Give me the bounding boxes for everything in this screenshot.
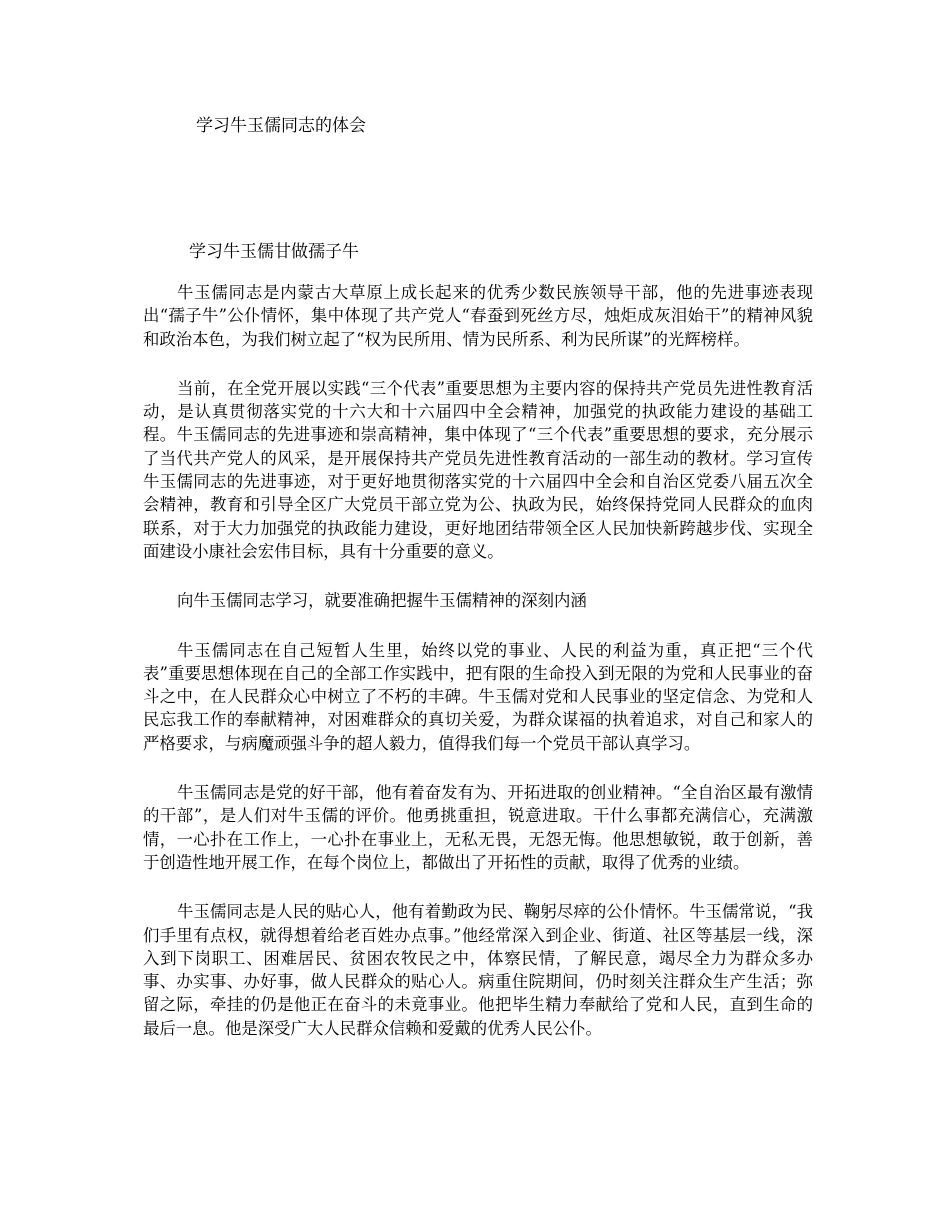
paragraph: 牛玉儒同志是内蒙古大草原上成长起来的优秀少数民族领导干部，他的先进事迹表现出“孺子牛”公仆情怀，集中体现了共产党人“春蚕到死丝方尽，烛炬成灰泪始干”的精神风貌和政治本色，为我们树立起了“权为民所用、情为民所系、利为民所谋”的光辉榜样。 — [143, 283, 813, 349]
document-subtitle: 学习牛玉儒甘做孺子牛 — [189, 242, 359, 262]
paragraph: 牛玉儒同志是党的好干部，他有着奋发有为、开拓进取的创业精神。“全自治区最有激情的干部”，是人们对牛玉儒的评价。他勇挑重担，锐意进取。干什么事都充满信心，充满激情，一心扑在工作上，一心扑在事业上，无私无畏，无怨无悔。他思想敏锐，敢于创新，善于创造性地开展工作，在每个岗位上，都做出了开拓性的贡献，取得了优秀的业绩。 — [143, 783, 813, 872]
paragraph: 当前，在全党开展以实践“三个代表”重要思想为主要内容的保持共产党员先进性教育活动，是认真贯彻落实党的十六大和十六届四中全会精神，加强党的执政能力建设的基础工程。牛玉儒同志的先进事迹和崇高精神，集中体现了“三个代表”重要思想的要求，充分展示了当代共产党人的风采，是开展保持共产党员先进性教育活动的一部生动的教材。学习宣传牛玉儒同志的先进事迹，对于更好地贯彻落实党的十六届四中全会和自治区党委八届五次全会精神，教育和引导全区广大党员干部立党为公、执政为民，始终保持党同人民群众的血肉联系，对于大力加强党的执政能力建设，更好地团结带领全区人民加快新跨越步伐、实现全面建设小康社会宏伟目标，具有十分重要的意义。 — [143, 378, 813, 561]
document-body — [143, 281, 813, 1066]
section-heading: 向牛玉儒同志学习，就要准确把握牛玉儒精神的深刻内涵 — [177, 591, 587, 611]
document-title: 学习牛玉儒同志的体会 — [196, 116, 366, 136]
paragraph: 牛玉儒同志在自己短暂人生里，始终以党的事业、人民的利益为重，真正把“三个代表”重要思想体现在自己的全部工作实践中，把有限的生命投入到无限的为党和人民事业的奋斗之中，在人民群众心中树立了不朽的丰碑。牛玉儒对党和人民事业的坚定信念、为党和人民忘我工作的奉献精神，对困难群众的真切关爱，为群众谋福的执着追求，对自己和家人的严格要求，与病魔顽强斗争的超人毅力，值得我们每一个党员干部认真学习。 — [143, 640, 813, 753]
paragraph: 牛玉儒同志是人民的贴心人，他有着勤政为民、鞠躬尽瘁的公仆情怀。牛玉儒常说，“我们手里有点权，就得想着给老百姓办点事。”他经常深入到企业、街道、社区等基层一线，深入到下岗职工、困难居民、贫困农牧民之中，体察民情，了解民意，竭尽全力为群众多办事、办实事、办好事，做人民群众的贴心人。病重住院期间，仍时刻关注群众生产生活；弥留之际，牵挂的仍是他正在奋斗的未竟事业。他把毕生精力奉献给了党和人民，直到生命的最后一息。他是深受广大人民群众信赖和爱戴的优秀人民公仆。 — [143, 902, 813, 1038]
